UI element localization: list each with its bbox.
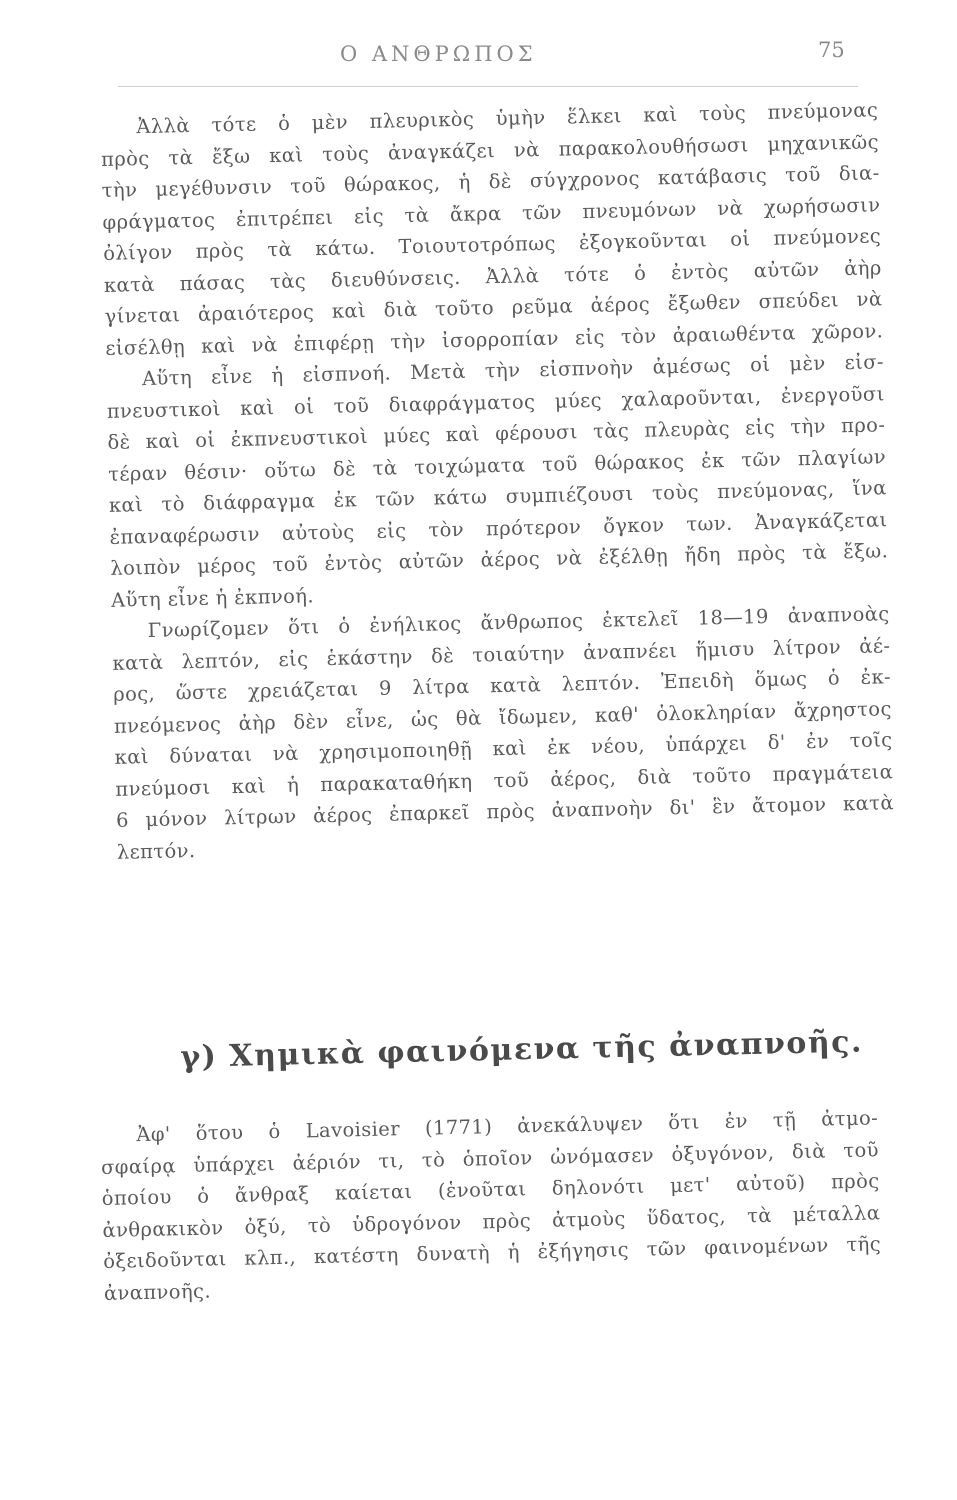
text-line: Αὕτη εἶνε ἡ εἰσπνοή. Μετὰ τὴν εἰσπνοὴν ἀμέσως οἱ μὲν εἰσ- xyxy=(141,350,885,391)
running-title: Ο ΑΝΘΡΩΠΟΣ xyxy=(340,42,537,66)
section-body-text xyxy=(100,1102,882,1309)
text-line: πρὸς τὰ ἔξω καὶ τοὺς ἀναγκάζει νὰ παρακολουθήσωσι μηχανικῶς xyxy=(100,129,880,171)
text-line: ὀξειδοῦνται κλπ., κατέστη δυνατὴ ἡ ἐξήγησις τῶν φαινομένων τῆς xyxy=(102,1232,882,1273)
text-line: Ἀφ' ὅτου ὁ Lavoisier (1771) ἀνεκάλυψεν ὅτι ἐν τῇ ἀτμο- xyxy=(136,1106,879,1147)
text-line: ἀνθρακικὸν ὀξύ, τὸ ὑδρογόνον πρὸς ἀτμοὺς ὕδατος, τὰ μέταλλα xyxy=(102,1200,881,1242)
text-line: κατὰ λεπτόν, εἰς ἑκάστην δὲ τοιαύτην ἀναπνέει ἥμισυ λίτρον ἀέ- xyxy=(112,633,891,675)
text-line: ρος, ὥστε χρειάζεται 9 λίτρα κατὰ λεπτόν. Ἐπειδὴ ὅμως ὁ ἐκ- xyxy=(112,665,892,706)
section-heading: γ) Χημικὰ φαινόμενα τῆς ἀναπνοῆς. xyxy=(180,1024,864,1075)
text-line: ὁποίου ὁ ἄνθραξ καίεται (ἑνοῦται δηλονότι μετ' αὐτοῦ) πρὸς xyxy=(101,1169,880,1210)
text-line: Γνωρίζομεν ὅτι ὁ ἐνήλικος ἄνθρωπος ἐκτελεῖ 18—19 ἀναπνοὰς xyxy=(147,602,890,643)
text-line: 6 μόνον λίτρων ἀέρος ἐπαρκεῖ πρὸς ἀναπνοὴν δι' ἓν ἄτομον κατὰ xyxy=(115,791,895,832)
text-line: ὀλίγον πρὸς τὰ κάτω. Τοιουτοτρόπως ἐξογκοῦνται οἱ πνεύμονες xyxy=(102,224,882,265)
text-line: φράγματος ἐπιτρέπει εἰς τὰ ἄκρα τῶν πνευμόνων νὰ χωρήσωσιν xyxy=(102,192,881,234)
text-line: Αὕτη εἶνε ἡ ἐκπνοή. xyxy=(110,583,315,612)
text-line: πνευστικοὶ καὶ οἱ τοῦ διαφράγματος μύες χαλαροῦνται, ἐνεργοῦσι xyxy=(106,381,885,423)
text-line: καὶ δύναται νὰ χρησιμοποιηθῇ καὶ ἐκ νέου, ὑπάρχει δ' ἐν τοῖς xyxy=(114,728,893,769)
text-line: πνεύμοσι καὶ ἡ παρακαταθήκη τοῦ ἀέρος, διὰ τοῦτο πραγμάτεια xyxy=(115,759,894,801)
text-line: σφαίρᾳ ὑπάρχει ἀέριόν τι, τὸ ὁποῖον ὠνόμασεν ὀξυγόνον, διὰ τοῦ xyxy=(100,1137,880,1179)
text-line: τέραν θέσιν· οὕτω δὲ τὰ τοιχώματα τοῦ θώρακος ἐκ τῶν πλαγίων xyxy=(107,444,887,486)
text-line: εἰσέλθῃ καὶ νὰ ἐπιφέρῃ τὴν ἰσορροπίαν εἰς τὸν ἀραιωθέντα χῶρον. xyxy=(105,318,884,360)
text-line: ἀναπνοῆς. xyxy=(103,1279,212,1305)
page-number: 75 xyxy=(818,38,845,62)
text-line: ἐπαναφέρωσιν αὐτοὺς εἰς τὸν πρότερον ὄγκον των. Ἀναγκάζεται xyxy=(109,507,888,549)
text-line: Ἀλλὰ τότε ὁ μὲν πλευρικὸς ὑμὴν ἕλκει καὶ τοὺς πνεύμονας xyxy=(136,98,879,139)
text-line: λεπτόν. xyxy=(116,838,196,864)
text-line: δὲ καὶ οἱ ἐκπνευστικοὶ μύες καὶ φέρουσι τὰς πλευρὰς εἰς τὴν προ- xyxy=(107,413,886,454)
text-line: κατὰ πάσας τὰς διευθύνσεις. Ἀλλὰ τότε ὁ ἐντὸς αὐτῶν ἀὴρ xyxy=(103,255,882,297)
text-line: λοιπὸν μέρος τοῦ ἐντὸς αὐτῶν ἀέρος νὰ ἐξέλθῃ ἤδη πρὸς τὰ ἔξω. xyxy=(110,539,889,580)
running-header xyxy=(0,38,957,78)
text-line: πνεόμενος ἀὴρ δὲν εἶνε, ὡς θὰ ἴδωμεν, καθ' ὁλοκληρίαν ἄχρηστος xyxy=(113,696,892,738)
header-rule xyxy=(118,86,858,87)
text-line: καὶ τὸ διάφραγμα ἐκ τῶν κάτω συμπιέζουσι τοὺς πνεύμονας, ἵνα xyxy=(108,476,887,517)
text-line: τὴν μεγέθυνσιν τοῦ θώρακος, ἡ δὲ σύγχρονος κατάβασις τοῦ δια- xyxy=(101,161,880,202)
body-text xyxy=(100,94,895,867)
text-line: γίνεται ἀραιότερος καὶ διὰ τοῦτο ρεῦμα ἀέρος ἔξωθεν σπεύδει νὰ xyxy=(104,287,883,328)
